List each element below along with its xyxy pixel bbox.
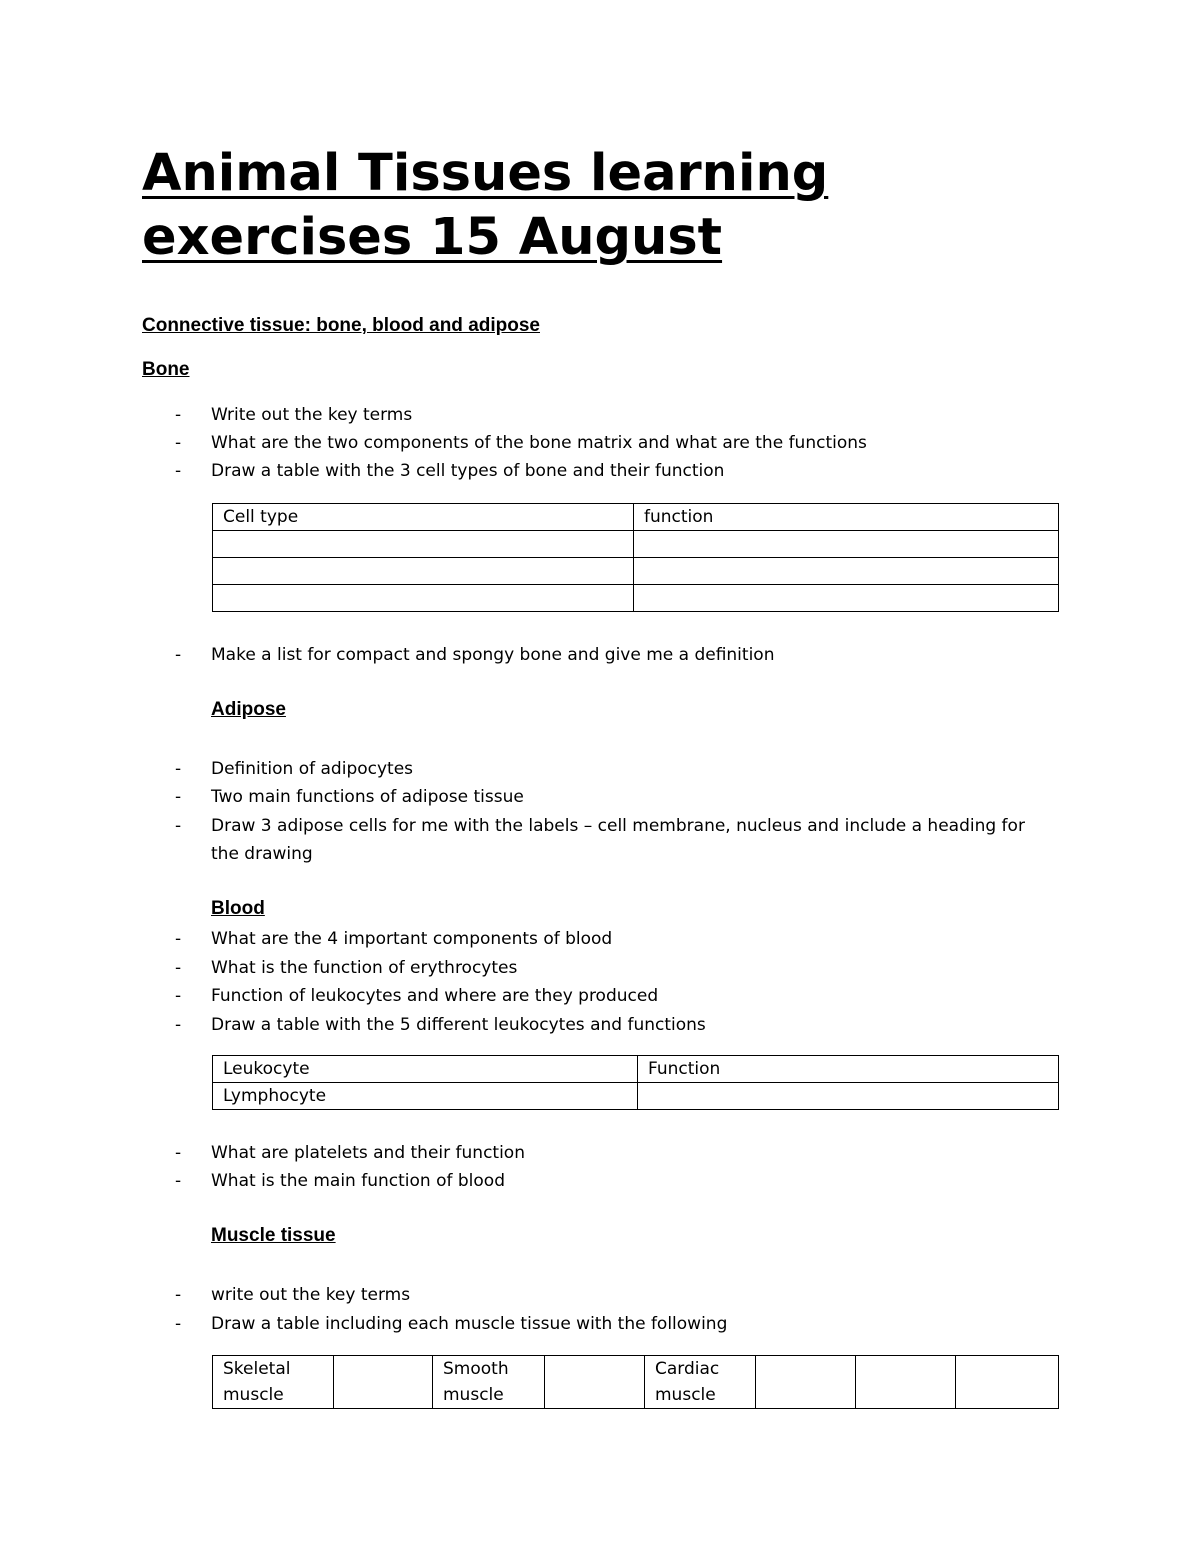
bullet: - (175, 1015, 182, 1035)
bullet: - (175, 1171, 182, 1191)
list-item: - write out the key terms (175, 1281, 410, 1309)
list-item: - Draw a table with the 3 cell types of bone and their function (175, 457, 724, 485)
table-cell: Cardiac muscle (645, 1356, 756, 1409)
bullet: - (175, 958, 182, 978)
table-cell: Smooth muscle (433, 1356, 545, 1409)
bullet: - (175, 759, 182, 779)
list-item: - What are platelets and their function (175, 1139, 525, 1167)
muscle-tissue-heading: Muscle tissue (211, 1225, 336, 1246)
table-cell (634, 558, 1059, 585)
table-cell (856, 1356, 956, 1409)
bullet: - (175, 1314, 182, 1334)
list-item: - Make a list for compact and spongy bone and give me a definition (175, 641, 774, 669)
table-header-row (213, 1056, 1059, 1083)
leukocyte-table (212, 1055, 1059, 1110)
bone-heading: Bone (142, 359, 190, 380)
table-cell (334, 1356, 433, 1409)
table-cell (545, 1356, 645, 1409)
table-cell (756, 1356, 856, 1409)
table-cell: Lymphocyte (213, 1083, 638, 1110)
table-cell (213, 531, 634, 558)
table-cell (634, 585, 1059, 612)
list-item: - Draw 3 adipose cells for me with the labels – cell membrane, nucleus and include a heading for the drawing (175, 812, 1055, 868)
table-row (213, 585, 1059, 612)
table-row (213, 558, 1059, 585)
list-item: - Definition of adipocytes (175, 755, 413, 783)
table-row (213, 1356, 1059, 1409)
list-item: - Function of leukocytes and where are they produced (175, 982, 658, 1010)
bullet: - (175, 816, 182, 836)
bone-cell-table (212, 503, 1059, 612)
bullet: - (175, 986, 182, 1006)
muscle-table (212, 1355, 1059, 1409)
list-item: - Write out the key terms (175, 401, 412, 429)
connective-tissue-heading: Connective tissue: bone, blood and adipose (142, 315, 540, 336)
bullet: - (175, 1285, 182, 1305)
bullet: - (175, 433, 182, 453)
list-item: - Draw a table with the 5 different leukocytes and functions (175, 1011, 706, 1039)
table-header-cell: Leukocyte (213, 1056, 638, 1083)
bullet: - (175, 929, 182, 949)
table-cell (634, 531, 1059, 558)
bullet: - (175, 405, 182, 425)
table-row (213, 1083, 1059, 1110)
table-row (213, 531, 1059, 558)
adipose-heading: Adipose (211, 699, 286, 720)
table-cell (956, 1356, 1059, 1409)
list-item: - Two main functions of adipose tissue (175, 783, 524, 811)
bullet: - (175, 645, 182, 665)
list-item: - What is the main function of blood (175, 1167, 505, 1195)
bullet: - (175, 787, 182, 807)
list-item: - Draw a table including each muscle tissue with the following (175, 1310, 727, 1338)
table-cell (638, 1083, 1059, 1110)
table-header-cell: function (634, 504, 1059, 531)
table-header-cell: Cell type (213, 504, 634, 531)
table-cell (213, 585, 634, 612)
bullet: - (175, 1143, 182, 1163)
table-header-row (213, 504, 1059, 531)
bullet: - (175, 461, 182, 481)
blood-heading: Blood (211, 898, 265, 919)
table-header-cell: Function (638, 1056, 1059, 1083)
table-cell (213, 558, 634, 585)
list-item: - What is the function of erythrocytes (175, 954, 517, 982)
list-item: - What are the two components of the bone matrix and what are the functions (175, 429, 867, 457)
title-line-2: exercises 15 August (142, 208, 723, 267)
title-line-1: Animal Tissues learning (142, 144, 829, 203)
list-item: - What are the 4 important components of blood (175, 925, 612, 953)
table-cell: Skeletal muscle (213, 1356, 334, 1409)
